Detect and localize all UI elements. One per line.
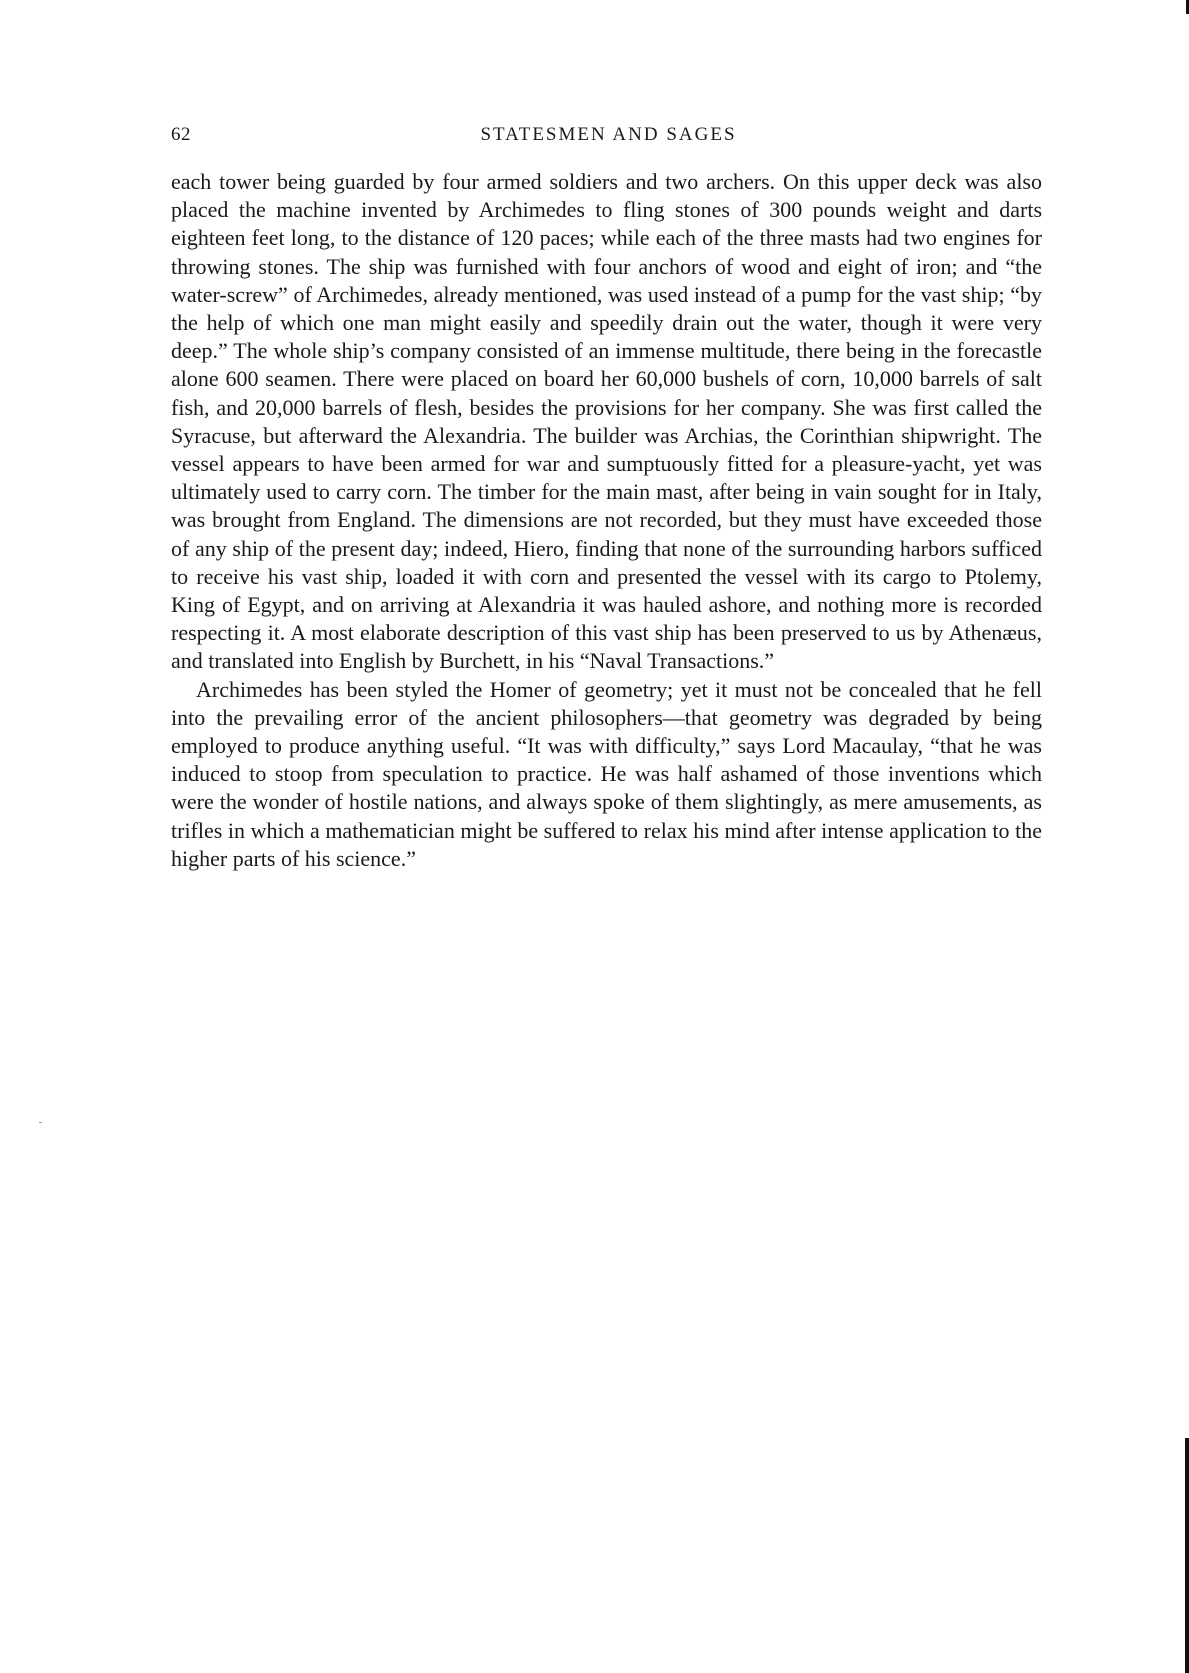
running-head bbox=[171, 124, 1046, 154]
running-title: STATESMEN AND SAGES bbox=[480, 124, 737, 145]
scan-edge-mark-bottom bbox=[1185, 1438, 1189, 1673]
body-text bbox=[171, 168, 1042, 873]
scan-speck bbox=[39, 1122, 42, 1123]
paragraph-archimedes-geometry: Archimedes has been styled the Homer of geometry; yet it must not be concealed that he fell into the prevailing error of the ancient philosophers—that geometry was degraded by being employed to produce anything useful. “It was with difficulty,” says Lord Macaulay, “that he was induced to stoop from speculation to practice. He was half ashamed of those inventions which were the wonder of hostile nations, and always spoke of them slightingly, as mere amusements, as trifles in which a mathematician might be suffered to relax his mind after intense application to the higher parts of his science.” bbox=[171, 676, 1042, 871]
paragraph-continued: each tower being guarded by four armed soldiers and two archers. On this upper deck was also placed the machine invented by Archimedes to fling stones of 300 pounds weight and darts eighteen feet long, to the distance of 120 paces; while each of the three masts had two engines for throwing stones. The ship was furnished with four anchors of wood and eight of iron; and “the water-screw” of Archimedes, already mentioned, was used instead of a pump for the vast ship; “by the help of which one man might easily and speedily drain out the water, though it were very deep.” The whole ship’s company consisted of an immense multitude, there being in the forecastle alone 600 seamen. There were placed on board her 60,000 bushels of corn, 10,000 barrels of salt fish, and 20,000 barrels of flesh, besides the provisions for her company. She was first called the Syracuse, but afterward the Alexandria. The builder was Archias, the Corinthian shipwright. The vessel appears to have been armed for war and sumptuously fitted for a pleasure-yacht, yet was ultimately used to carry corn. The timber for the main mast, after being in vain sought for in Italy, was brought from England. The dimensions are not recorded, but they must have exceeded those of any ship of the present day; indeed, Hiero, finding that none of the surrounding harbors sufficed to receive his vast ship, loaded it with corn and presented the vessel with its cargo to Ptolemy, King of Egypt, and on arriving at Alexandria it was hauled ashore, and nothing more is recorded respecting it. A most elaborate description of this vast ship has been preserved to us by Athenæus, and translated into English by Burchett, in his “Naval Transactions.” bbox=[171, 169, 1042, 674]
page-number: 62 bbox=[171, 124, 191, 145]
